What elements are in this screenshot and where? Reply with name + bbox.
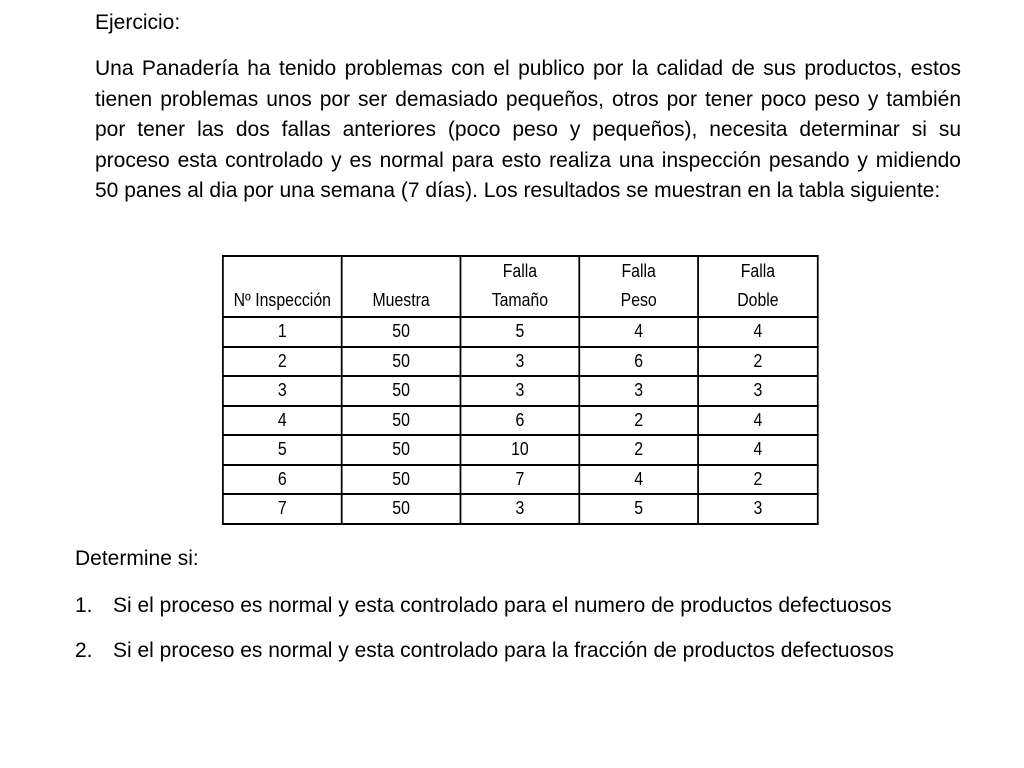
table-cell: 2: [698, 465, 818, 495]
table-cell: 6: [223, 465, 342, 495]
table-cell: 10: [460, 435, 579, 465]
table-cell: 6: [579, 347, 698, 377]
table-row: [223, 465, 818, 495]
column-header-weight-defect: Falla Peso: [579, 256, 698, 317]
table-row: [223, 376, 818, 406]
table-cell: 3: [460, 494, 579, 524]
table-cell: 1: [223, 317, 342, 347]
table-cell: 50: [342, 465, 461, 495]
question-number: 1.: [75, 594, 93, 617]
table-cell: 2: [698, 347, 818, 377]
table-cell: 4: [698, 317, 818, 347]
question-text: Si el proceso es normal y esta controlado para la fracción de productos defectuosos: [113, 639, 894, 662]
table-cell: 3: [698, 494, 818, 524]
table-cell: 4: [698, 435, 818, 465]
inspection-table-container: [222, 255, 900, 525]
exercise-heading: Ejercicio:: [95, 11, 181, 34]
question-item: [75, 590, 955, 621]
table-cell: 50: [342, 494, 461, 524]
table-cell: 3: [223, 376, 342, 406]
questions-intro: Determine si:: [75, 547, 199, 570]
table-cell: 50: [342, 317, 461, 347]
inspection-table: [222, 255, 819, 525]
column-header-sample: Muestra: [342, 256, 461, 317]
table-cell: 7: [223, 494, 342, 524]
table-row: [223, 347, 818, 377]
table-row: [223, 406, 818, 436]
table-row: [223, 435, 818, 465]
table-row: [223, 494, 818, 524]
table-cell: 4: [579, 465, 698, 495]
table-cell: 50: [342, 347, 461, 377]
table-cell: 50: [342, 435, 461, 465]
question-text: Si el proceso es normal y esta controlado para el numero de productos defectuosos: [113, 594, 892, 617]
table-cell: 5: [460, 317, 579, 347]
table-cell: 3: [460, 347, 579, 377]
table-cell: 3: [579, 376, 698, 406]
column-header-size-defect: Falla Tamaño: [460, 256, 579, 317]
table-cell: 4: [698, 406, 818, 436]
table-cell: 2: [579, 435, 698, 465]
question-item: [75, 635, 955, 666]
table-cell: 50: [342, 376, 461, 406]
table-cell: 4: [579, 317, 698, 347]
table-cell: 6: [460, 406, 579, 436]
table-cell: 7: [460, 465, 579, 495]
column-header-double-defect: Falla Doble: [698, 256, 818, 317]
column-header-inspection: Nº Inspección: [223, 256, 342, 317]
table-header-row: [223, 256, 818, 317]
table-cell: 50: [342, 406, 461, 436]
exercise-paragraph: Una Panadería ha tenido problemas con el publico por la calidad de sus productos, estos tienen problemas unos por ser demasiado pequeños, otros por tener poco peso y también por tener las dos fallas anteriores (poco peso y pequeños), necesita determinar si su proceso esta controlado y es normal para esto realiza una inspección pesando y midiendo 50 panes al dia por una semana (7 días). Los resultados se muestran en la tabla siguiente:: [95, 57, 961, 203]
table-cell: 2: [579, 406, 698, 436]
table-cell: 3: [460, 376, 579, 406]
table-row: [223, 317, 818, 347]
table-cell: 5: [223, 435, 342, 465]
table-cell: 2: [223, 347, 342, 377]
table-cell: 5: [579, 494, 698, 524]
question-number: 2.: [75, 639, 93, 662]
table-cell: 4: [223, 406, 342, 436]
questions-list: [75, 590, 955, 680]
table-cell: 3: [698, 376, 818, 406]
